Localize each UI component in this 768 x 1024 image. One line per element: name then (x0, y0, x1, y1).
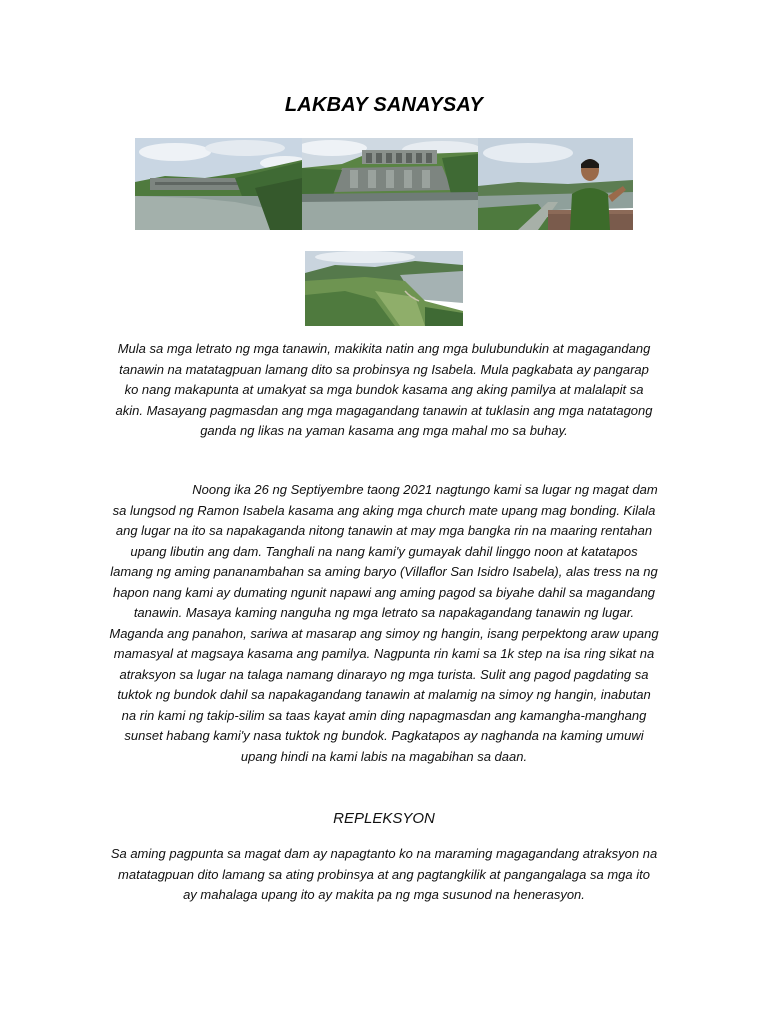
text-line: upang hindi na kami labis na magabihan sa daan. (240, 748, 528, 764)
text-line: na rin kami ng takip-silim sa taas kayat amin ding napagmasdan ang kamangha-manghang (121, 707, 647, 723)
text-line: atraksyon sa lugar na talaga namang dinarayo ng mga turista. Sulit ang pagod pagdating sa (119, 666, 649, 682)
text-line: tanawin na matatagpuan lamang dito sa probinsya ng Isabela. Mula pagkabata ay pangarap (119, 361, 649, 377)
text-line: sunset habang kami'y nasa tuktok ng bundok. Pagkatapos ay naghanda na kaming umuwi (124, 728, 644, 743)
hills-lake-photo (305, 251, 463, 326)
dam-reservoir-photo (135, 138, 302, 230)
dam-spillway-photo (302, 138, 478, 230)
text-line: ganda ng likas na yaman kasama ang mga mahal mo sa buhay. (200, 423, 568, 438)
text-line: akin. Masayang pagmasdan ang mga magagandang tanawin at tuklasin ang mga natatagong (115, 402, 653, 418)
text-line: Mula sa mga letrato ng mga tanawin, makikita natin ang mga bulubundukin at magagandang (117, 341, 651, 356)
man-viewpoint-photo (478, 138, 633, 230)
narrative-paragraph (88, 480, 680, 767)
text-line: hapon nang kami ay dumating ngunit napawi ang aming pagod sa biyahe dahil sa magandang (112, 584, 656, 600)
text-line: ay mahalaga upang ito ay makita pa ng mga susunod na henerasyon. (183, 887, 585, 902)
text-line: ko nang makapunta at umakyat sa mga bundok kasama ang aking pamilya at malalapit sa (124, 382, 644, 397)
text-line: tanawin. Masaya kaming nanguha ng mga letrato sa napakagandang tanawin ng lugar. (133, 605, 635, 620)
reflection-paragraph (88, 844, 680, 906)
reflection-heading: REPLEKSYON (333, 810, 435, 827)
document-title: LAKBAY SANAYSAY (284, 94, 484, 116)
text-line: ang lugar na ito sa napakaganda nitong tanawin at may mga bangka rin na maaring rentahan (115, 523, 653, 538)
text-line: Sa aming pagpunta sa magat dam ay napagtanto ko na maraming magagandang atraksyon na (110, 846, 658, 861)
text-line: Maganda ang panahon, sariwa at masarap ang simoy ng hangin, isang perpektong araw upang (109, 625, 659, 641)
text-line: upang libutin ang dam. Tanghali na nang kami'y gumayak dahil linggo noon at katatapos (130, 543, 638, 559)
text-line: mamasyal at magsaya kasama ang pamilya. Nagpunta rin kami sa 1k step na isa ring sikat na (113, 646, 655, 661)
text-line: sa lungsod ng Ramon Isabela kasama ang aking mga church mate upang mag bonding. Kilala (112, 502, 656, 518)
intro-paragraph (88, 339, 680, 442)
text-line: lamang ng aming pananambahan sa aming baryo (Villaflor San Isidro Isabela), alas tress na ng (110, 564, 658, 579)
text-line: matatagpuan dito lamang sa ating probinsya at ang pagtangkilik at pangangalaga sa mga ito (118, 866, 650, 882)
text-line: tuktok ng bundok dahil sa napakagandang tanawin at malamig na simoy ng hangin, inabutan (117, 687, 651, 702)
text-line: Noong ika 26 ng Septiyembre taong 2021 nagtungo kami sa lugar ng magat dam (192, 482, 658, 497)
